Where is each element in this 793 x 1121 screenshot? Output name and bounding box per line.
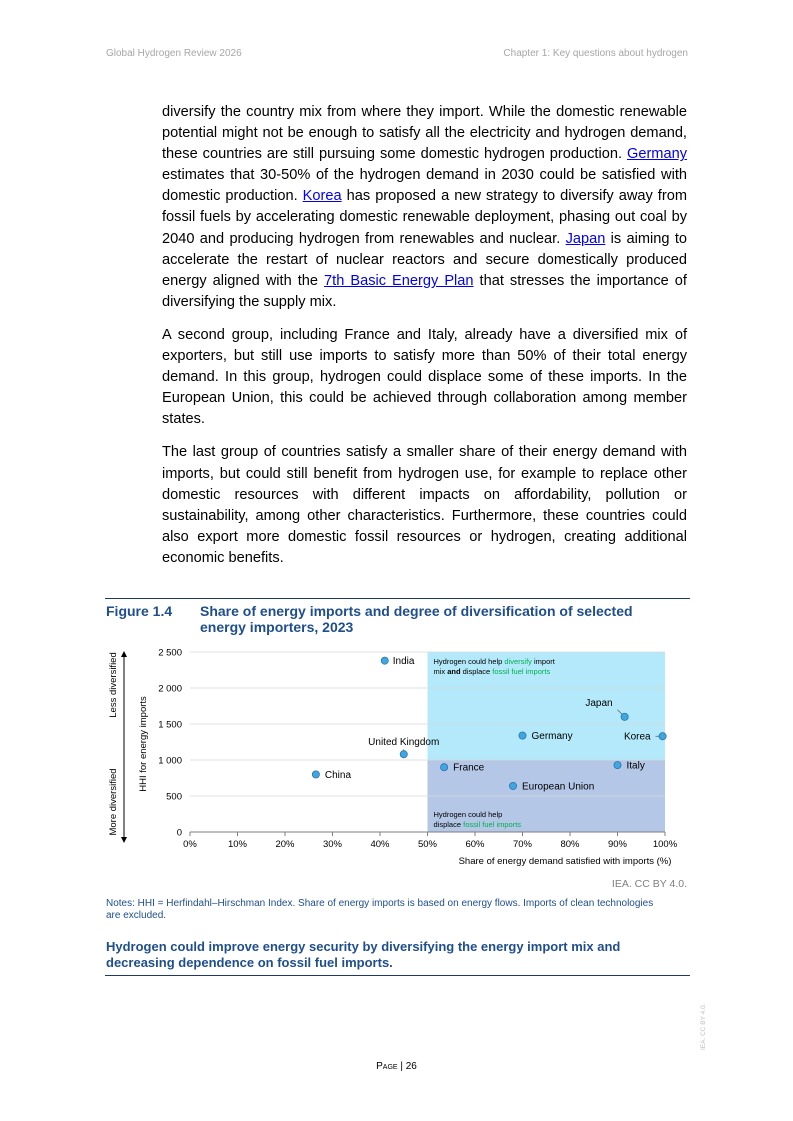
x-tick-label: 70% <box>512 839 533 850</box>
link-korea[interactable]: Korea <box>302 188 342 205</box>
page-prefix: Page <box>376 1061 398 1072</box>
point-united-kingdom <box>400 751 407 758</box>
p1-text-3: has proposed a new strategy to diversify away from fossil fuels by accelerating domestic renewable deployment, phasing out coal by 2040 and producing hydrogen from renewables and nuclear. <box>162 188 687 247</box>
paragraph-1 <box>162 102 687 313</box>
p1-text-4: is aiming to accelerate the restart of nuclear reactors and secure domestically produced energy aligned with the <box>162 230 687 289</box>
running-header-left: Global Hydrogen Review 2026 <box>106 48 242 59</box>
figure-bottom-rule <box>105 975 690 976</box>
point-italy <box>614 761 621 768</box>
link-germany[interactable]: Germany <box>626 146 687 163</box>
figure-label: Figure 1.4 <box>106 603 173 619</box>
p1-text-5: that stresses the importance of diversifying the supply mix. <box>162 272 687 310</box>
point-label-india: India <box>392 656 415 668</box>
scatter-chart <box>100 640 690 875</box>
y-axis-label: HHI for energy imports <box>138 696 149 792</box>
point-germany <box>519 732 526 739</box>
p1-text-2: estimates that 30-50% of the hydrogen demand in 2030 could be satisfied with domestic production. <box>162 167 687 205</box>
point-european-union <box>509 782 516 789</box>
link-japan[interactable]: Japan <box>565 230 606 247</box>
y-tick-label: 500 <box>166 791 182 803</box>
region-label-part: displace <box>433 820 464 829</box>
x-tick-label: 0% <box>183 839 197 850</box>
paragraph-3: The last group of countries satisfy a smaller share of their energy demand with imports, but could still benefit from hydrogen use, for example to replace other domestic resources with different impacts on affordability, pollution or sustainability, among other characteristics. Furthermore, these countries could also export more domestic fossil resources or hydrogen, creating additional economic benefits. <box>162 444 687 566</box>
side-license: IEA. CC BY 4.0. <box>700 1003 707 1050</box>
y-tick-label: 2 500 <box>158 647 182 659</box>
region-1-label <box>434 657 556 676</box>
x-tick-label: 40% <box>370 839 390 850</box>
p1-text-1: diversify the country mix from where they import. While the domestic renewable potential might not be enough to satisfy all the electricity and hydrogen demand, these countries are still pursuing some domestic hydrogen production. <box>162 104 687 163</box>
point-india <box>381 657 388 664</box>
body-text <box>162 102 687 581</box>
point-label-european-union: European Union <box>522 781 595 793</box>
figure-source: IEA. CC BY 4.0. <box>611 878 687 890</box>
side-label-more-diversified: More diversified <box>108 768 119 836</box>
paragraph-2: A second group, including France and Italy, already have a diversified mix of exporters, but still use imports to satisfy more than 50% of their total energy demand. In this group, hydrogen could displace some of these imports. In the European Union, this could be achieved through collaboration among member states. <box>162 326 687 428</box>
y-tick-label: 1 000 <box>158 755 182 767</box>
x-axis-label: Share of energy demand satisfied with imports (%) <box>458 856 672 867</box>
region-label-part: import <box>531 657 555 666</box>
x-tick-label: 60% <box>465 839 485 850</box>
region-label-part: and <box>447 667 461 676</box>
y-tick-label: 0 <box>176 827 182 839</box>
x-tick-label: 100% <box>652 839 678 850</box>
point-label-japan: Japan <box>585 697 613 709</box>
figure-notes: Notes: HHI = Herfindahl–Hirschman Index. Share of energy imports is based on energy flows. Imports of clean technologies are excluded. <box>106 898 654 921</box>
point-label-korea: Korea <box>623 731 651 743</box>
region-label-part: Hydrogen could help <box>433 657 505 666</box>
region-label-part: Hydrogen could help <box>433 810 503 819</box>
y-tick-label: 2 000 <box>158 683 182 695</box>
figure-takeaway: Hydrogen could improve energy security by diversifying the energy import mix and decreasing dependence on fossil fuel imports. <box>106 939 621 970</box>
arrow-up-head <box>121 651 127 657</box>
point-japan <box>621 713 628 720</box>
x-tick-label: 50% <box>417 839 438 850</box>
x-tick-label: 20% <box>275 839 295 850</box>
page-number: 26 <box>405 1061 417 1072</box>
figure-top-rule <box>105 598 690 599</box>
running-header-right: Chapter 1: Key questions about hydrogen <box>503 48 688 59</box>
point-label-italy: Italy <box>626 760 645 772</box>
link-basic-energy-plan[interactable]: 7th Basic Energy Plan <box>324 272 474 289</box>
point-korea <box>659 733 666 740</box>
x-tick-label: 10% <box>227 839 248 850</box>
region-label-part: fossil fuel imports <box>492 667 551 676</box>
side-label-less-diversified: Less diversified <box>108 652 119 718</box>
point-label-china: China <box>324 769 352 781</box>
point-label-united-kingdom: United Kingdom <box>368 737 440 749</box>
figure-title: Share of energy imports and degree of diversification of selected energy importers, 2023 <box>200 603 633 635</box>
region-label-part: fossil fuel imports <box>463 820 522 829</box>
region-label-part: mix <box>433 667 448 676</box>
point-china <box>312 771 319 778</box>
page-footer: Page | 26 <box>376 1061 417 1072</box>
point-label-germany: Germany <box>531 731 573 743</box>
arrow-down-head <box>121 837 127 843</box>
x-tick-label: 30% <box>322 839 343 850</box>
region-label-part: diversify <box>504 657 532 666</box>
region-label-part: displace <box>460 667 493 676</box>
y-tick-label: 1 500 <box>158 719 182 731</box>
x-tick-label: 80% <box>560 839 580 850</box>
x-tick-label: 90% <box>607 839 628 850</box>
point-label-france: France <box>453 762 485 774</box>
point-france <box>441 764 448 771</box>
